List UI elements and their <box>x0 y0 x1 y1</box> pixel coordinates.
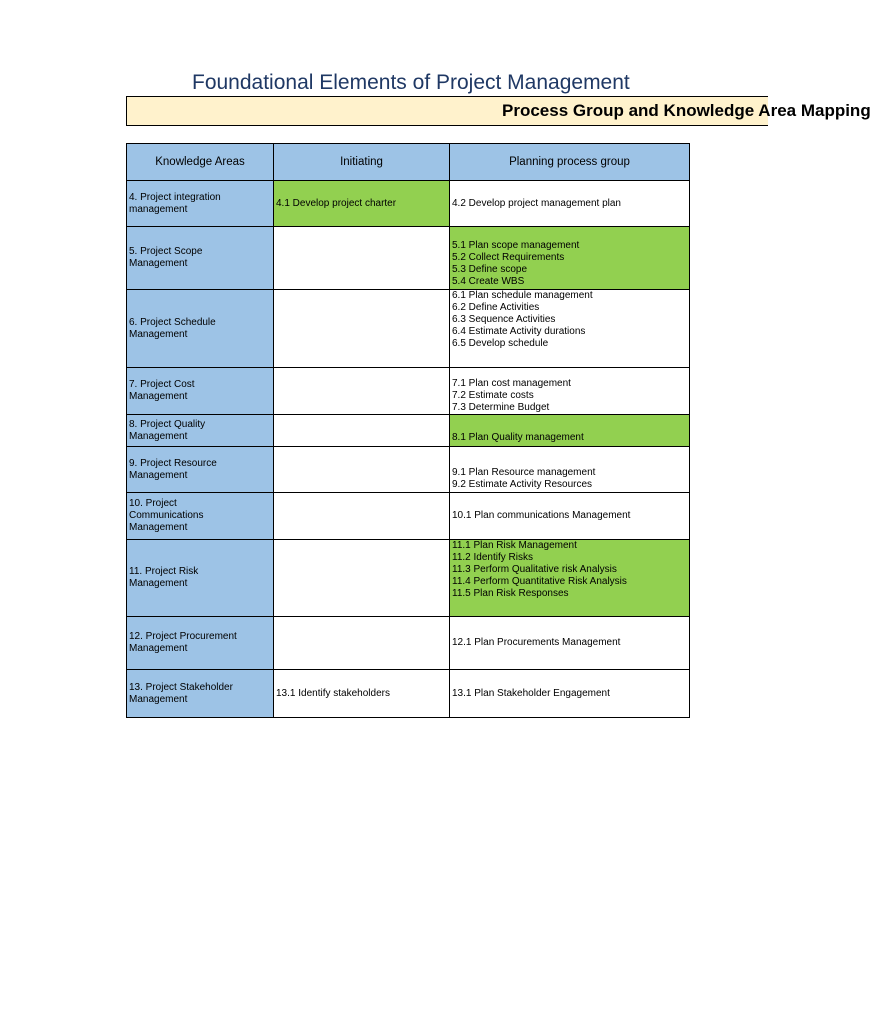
planning-cell: 13.1 Plan Stakeholder Engagement <box>449 669 690 718</box>
initiating-cell <box>273 226 450 290</box>
knowledge-area-cell: 5. Project Scope Management <box>126 226 274 290</box>
initiating-cell <box>273 492 450 540</box>
initiating-cell: 13.1 Identify stakeholders <box>273 669 450 718</box>
planning-cell: 4.2 Develop project management plan <box>449 180 690 227</box>
knowledge-area-cell: 10. Project Communications Management <box>126 492 274 540</box>
initiating-cell <box>273 289 450 368</box>
knowledge-area-cell: 7. Project Cost Management <box>126 367 274 415</box>
planning-cell: 6.1 Plan schedule management 6.2 Define Activities 6.3 Sequence Activities 6.4 Estimate Activity durations 6.5 Develop schedule <box>449 289 690 368</box>
planning-cell: 7.1 Plan cost management 7.2 Estimate costs 7.3 Determine Budget <box>449 367 690 415</box>
initiating-cell <box>273 414 450 447</box>
knowledge-area-cell: 4. Project integration management <box>126 180 274 227</box>
subtitle-text: Process Group and Knowledge Area Mapping <box>502 101 871 120</box>
initiating-cell <box>273 446 450 493</box>
planning-cell: 11.1 Plan Risk Management 11.2 Identify Risks 11.3 Perform Qualitative risk Analysis 11.4 Perform Quantitative Risk Analysis 11.5 Plan Risk Responses <box>449 539 690 617</box>
planning-cell: 10.1 Plan communications Management <box>449 492 690 540</box>
header-knowledge-areas: Knowledge Areas <box>126 143 274 181</box>
planning-cell: 5.1 Plan scope management 5.2 Collect Requirements 5.3 Define scope 5.4 Create WBS <box>449 226 690 290</box>
planning-cell: 8.1 Plan Quality management <box>449 414 690 447</box>
mapping-table <box>126 143 690 718</box>
subtitle-banner <box>126 96 871 126</box>
knowledge-area-cell: 6. Project Schedule Management <box>126 289 274 368</box>
header-initiating: Initiating <box>273 143 450 181</box>
knowledge-area-cell: 13. Project Stakeholder Management <box>126 669 274 718</box>
planning-cell: 12.1 Plan Procurements Management <box>449 616 690 670</box>
document-title: Foundational Elements of Project Management <box>192 71 630 94</box>
knowledge-area-cell: 8. Project Quality Management <box>126 414 274 447</box>
initiating-cell <box>273 539 450 617</box>
knowledge-area-cell: 9. Project Resource Management <box>126 446 274 493</box>
initiating-cell <box>273 616 450 670</box>
planning-cell: 9.1 Plan Resource management 9.2 Estimate Activity Resources <box>449 446 690 493</box>
knowledge-area-cell: 12. Project Procurement Management <box>126 616 274 670</box>
initiating-cell <box>273 367 450 415</box>
header-planning: Planning process group <box>449 143 690 181</box>
knowledge-area-cell: 11. Project Risk Management <box>126 539 274 617</box>
initiating-cell: 4.1 Develop project charter <box>273 180 450 227</box>
